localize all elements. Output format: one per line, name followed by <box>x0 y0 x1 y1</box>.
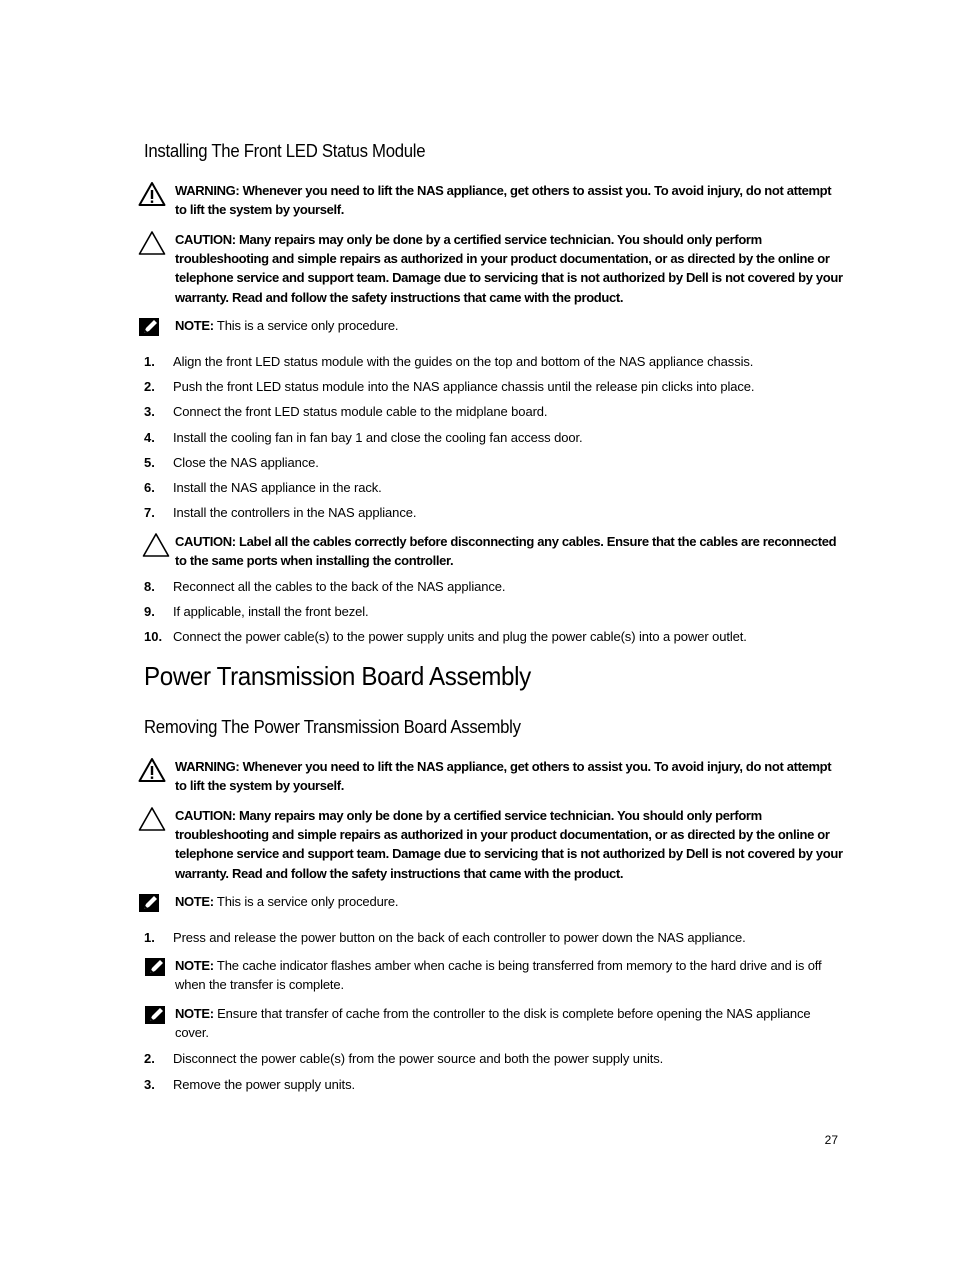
step-number: 7. <box>144 505 155 520</box>
step-text: Align the front LED status module with the guides on the top and bottom of the NAS appliance chassis. <box>173 354 754 369</box>
note-icon <box>138 316 166 342</box>
step-text: Remove the power supply units. <box>173 1077 355 1092</box>
note-text <box>175 1004 837 1042</box>
step-number: 10. <box>144 629 163 644</box>
warning-text: WARNING: Whenever you need to lift the NAS appliance, get others to assist you. To avoid injury, do not attempt to lift the system by yourself. <box>175 183 832 218</box>
note-text <box>175 956 837 994</box>
step-number: 3. <box>144 1077 155 1092</box>
step-text: Reconnect all the cables to the back of the NAS appliance. <box>173 579 506 594</box>
step-number: 9. <box>144 604 155 619</box>
list-item <box>144 928 844 948</box>
step-text: Connect the power cable(s) to the power supply units and plug the power cable(s) into a power outlet. <box>173 629 747 644</box>
note-body: This is a service only procedure. <box>213 318 399 333</box>
caution-icon <box>142 532 170 558</box>
note-lead: NOTE: <box>175 318 214 333</box>
note-lead: NOTE: <box>175 1006 214 1021</box>
step-text: If applicable, install the front bezel. <box>173 604 369 619</box>
list-item <box>144 1075 844 1095</box>
note-body: This is a service only procedure. <box>213 894 399 909</box>
step-number: 1. <box>144 930 155 945</box>
step-text: Press and release the power button on the back of each controller to power down the NAS appliance. <box>173 930 746 945</box>
list-item <box>144 577 844 597</box>
list-item <box>144 478 844 498</box>
list-item <box>144 352 844 372</box>
note-lead: NOTE: <box>175 958 214 973</box>
list-item <box>144 402 844 422</box>
step-text: Close the NAS appliance. <box>173 455 319 470</box>
caution-text: CAUTION: Many repairs may only be done by a certified service technician. You should only perform troubleshooting and simple repairs as authorized in your product documentation, or as directed by the online or telephone service and support team. Damage due to servicing that is not authorized by Dell is not covered by your warranty. Read and follow the safety instructions that came with the product. <box>175 808 843 881</box>
warning-icon <box>138 181 166 207</box>
step-number: 5. <box>144 455 155 470</box>
note-lead: NOTE: <box>175 894 214 909</box>
note-text <box>175 316 843 335</box>
step-text: Install the controllers in the NAS appliance. <box>173 505 417 520</box>
list-item <box>144 453 844 473</box>
list-item <box>144 503 844 523</box>
list-item <box>144 1049 844 1069</box>
list-item <box>144 428 844 448</box>
note-body: Ensure that transfer of cache from the controller to the disk is complete before opening the NAS appliance cover. <box>175 1006 811 1041</box>
step-text: Install the NAS appliance in the rack. <box>173 480 382 495</box>
section-heading-removing: Removing The Power Transmission Board Assembly <box>144 717 521 737</box>
step-number: 2. <box>144 379 155 394</box>
note-text <box>175 892 843 911</box>
warning-icon <box>138 757 166 783</box>
step-text: Disconnect the power cable(s) from the power source and both the power supply units. <box>173 1051 664 1066</box>
note-icon <box>144 1004 172 1030</box>
step-number: 6. <box>144 480 155 495</box>
section-heading-installing: Installing The Front LED Status Module <box>144 141 426 161</box>
caution-text: CAUTION: Many repairs may only be done by a certified service technician. You should only perform troubleshooting and simple repairs as authorized in your product documentation, or as directed by the online or telephone service and support team. Damage due to servicing that is not authorized by Dell is not covered by your warranty. Read and follow the safety instructions that came with the product. <box>175 232 843 305</box>
note-icon <box>138 892 166 918</box>
step-number: 2. <box>144 1051 155 1066</box>
step-number: 4. <box>144 430 155 445</box>
step-number: 3. <box>144 404 155 419</box>
caution-icon <box>138 230 166 256</box>
caution-icon <box>138 806 166 832</box>
chapter-title: Power Transmission Board Assembly <box>144 661 531 691</box>
list-item <box>144 377 844 397</box>
list-item <box>144 602 844 622</box>
step-text: Connect the front LED status module cable to the midplane board. <box>173 404 548 419</box>
step-number: 8. <box>144 579 155 594</box>
warning-text: WARNING: Whenever you need to lift the NAS appliance, get others to assist you. To avoid injury, do not attempt to lift the system by yourself. <box>175 759 832 794</box>
list-item <box>144 627 844 647</box>
step-text: Push the front LED status module into the NAS appliance chassis until the release pin clicks into place. <box>173 379 755 394</box>
page-number: 27 <box>824 1133 838 1147</box>
note-body: The cache indicator flashes amber when cache is being transferred from memory to the hard drive and is off when the transfer is complete. <box>175 958 822 993</box>
caution-text: CAUTION: Label all the cables correctly before disconnecting any cables. Ensure that the cables are reconnected to the same ports when installing the controller. <box>175 534 837 569</box>
note-icon <box>144 956 172 982</box>
step-text: Install the cooling fan in fan bay 1 and close the cooling fan access door. <box>173 430 583 445</box>
step-number: 1. <box>144 354 155 369</box>
